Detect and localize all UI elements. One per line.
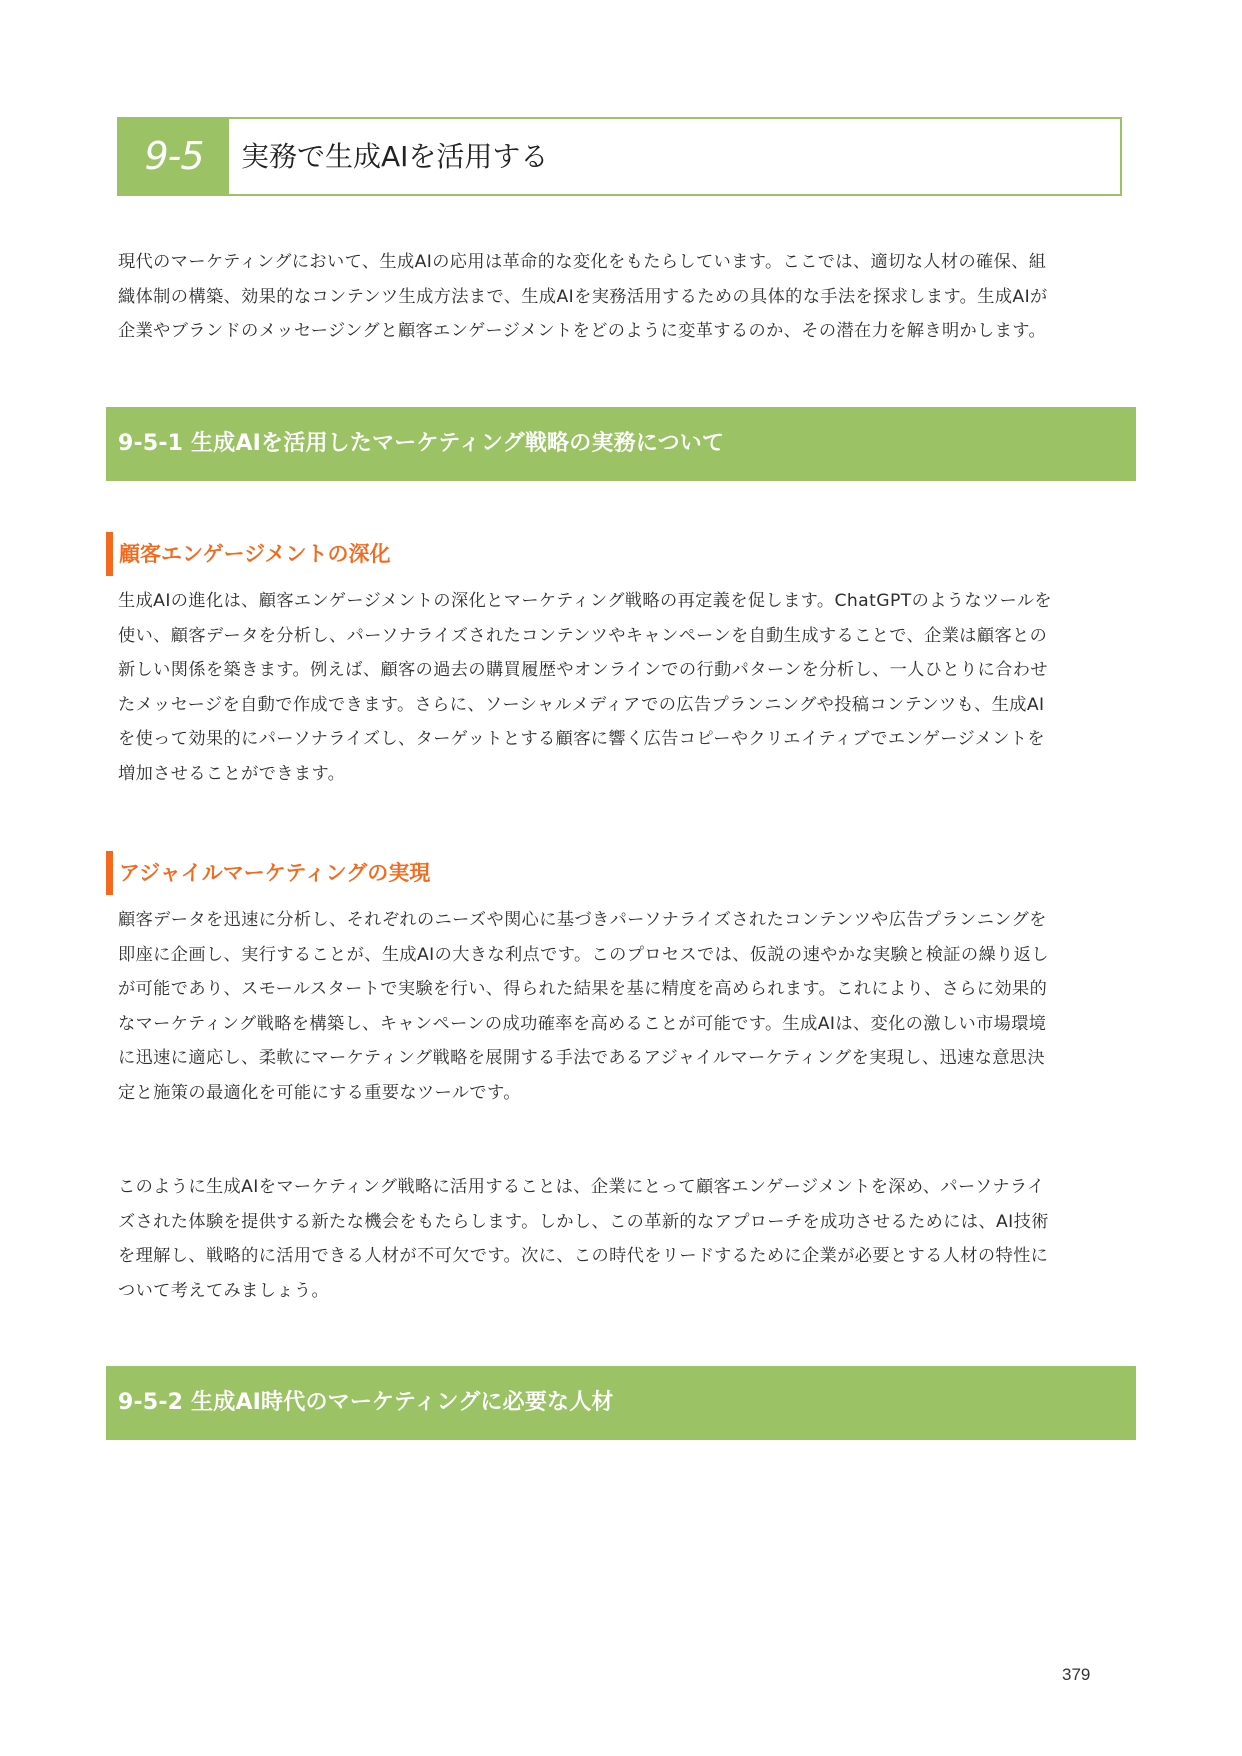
text-line: 新しい関係を築きます。例えば、顧客の過去の購買履歴やオンラインでの行動パターンを分析し、一人ひとりに合わせ bbox=[118, 660, 1048, 680]
chapter-number: 9-5 bbox=[119, 119, 229, 194]
chapter-title: 実務で生成AIを活用する bbox=[241, 140, 549, 173]
text-line: に迅速に適応し、柔軟にマーケティング戦略を展開する手法であるアジャイルマーケティングを実現し、迅速な意思決 bbox=[118, 1048, 1045, 1068]
section-header-9-5-1 bbox=[106, 407, 1136, 481]
text-line: たメッセージを自動で作成できます。さらに、ソーシャルメディアでの広告プランニングや投稿コンテンツも、生成AI bbox=[118, 694, 1045, 715]
text-line: 即座に企画し、実行することが、生成AIの大きな利点です。このプロセスでは、仮説の速やかな実験と検証の繰り返し bbox=[118, 944, 1049, 965]
text-line: このように生成AIをマーケティング戦略に活用することは、企業にとって顧客エンゲージメントを深め、パーソナライ bbox=[118, 1177, 1045, 1197]
closing-paragraph bbox=[118, 1170, 1128, 1308]
subsection-title: アジャイルマーケティングの実現 bbox=[119, 861, 431, 885]
text-line: なマーケティング戦略を構築し、キャンペーンの成功確率を高めることが可能です。生成AIは、変化の激しい市場環境 bbox=[118, 1013, 1047, 1034]
text-line: 顧客データを迅速に分析し、それぞれのニーズや関心に基づきパーソナライズされたコンテンツや広告プランニングを bbox=[118, 910, 1047, 930]
text-line: 織体制の構築、効果的なコンテンツ生成方法まで、生成AIを実務活用するための具体的な手法を探求します。生成AIが bbox=[118, 286, 1048, 307]
engagement-paragraph bbox=[118, 584, 1128, 791]
text-line: が可能であり、スモールスタートで実験を行い、得られた結果を基に精度を高められます。これにより、さらに効果的 bbox=[118, 979, 1048, 999]
text-line: 現代のマーケティングにおいて、生成AIの応用は革命的な変化をもたらしています。ここでは、適切な人材の確保、組 bbox=[118, 252, 1047, 272]
text-line: 企業やブランドのメッセージングと顧客エンゲージメントをどのように変革するのか、その潜在力を解き明かします。 bbox=[118, 321, 1047, 341]
subsection-title: 顧客エンゲージメントの深化 bbox=[119, 542, 391, 566]
text-line: ズされた体験を提供する新たな機会をもたらします。しかし、この革新的なアプローチを成功させるためには、AI技術 bbox=[118, 1211, 1049, 1232]
text-line: 使い、顧客データを分析し、パーソナライズされたコンテンツやキャンペーンを自動生成することで、企業は顧客との bbox=[118, 625, 1048, 646]
accent-bar bbox=[106, 532, 113, 576]
section-title: 9-5-2 生成AI時代のマーケティングに必要な人材 bbox=[118, 1390, 614, 1415]
text-line: を使って効果的にパーソナライズし、ターゲットとする顧客に響く広告コピーやクリエイティブでエンゲージメントを bbox=[118, 729, 1045, 749]
text-line: 定と施策の最適化を可能にする重要なツールです。 bbox=[118, 1082, 521, 1103]
text-line: ついて考えてみましょう。 bbox=[118, 1280, 330, 1301]
text-line: 増加させることができます。 bbox=[118, 763, 346, 784]
section-header-9-5-2 bbox=[106, 1366, 1136, 1440]
accent-bar bbox=[106, 851, 113, 895]
text-line: を理解し、戦略的に活用できる人材が不可欠です。次に、この時代をリードするために企業が必要とする人材の特性に bbox=[118, 1246, 1049, 1266]
intro-paragraph bbox=[118, 245, 1128, 349]
agile-paragraph bbox=[118, 903, 1128, 1110]
chapter-header bbox=[117, 117, 1122, 196]
page-number: 379 bbox=[1062, 1665, 1091, 1684]
section-title: 9-5-1 生成AIを活用したマーケティング戦略の実務について bbox=[118, 431, 725, 456]
text-line: 生成AIの進化は、顧客エンゲージメントの深化とマーケティング戦略の再定義を促します。ChatGPTのようなツールを bbox=[118, 591, 1052, 611]
